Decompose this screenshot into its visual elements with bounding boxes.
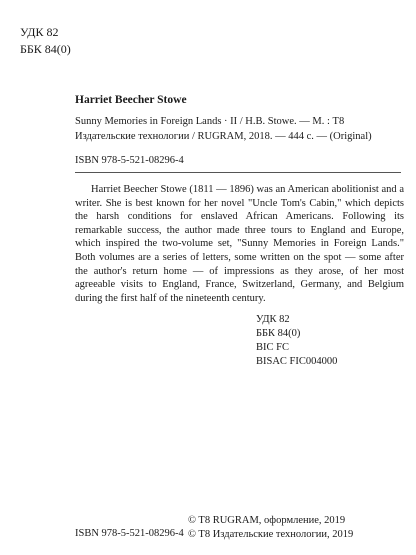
bisac-code: BISAC FIC004000 <box>256 356 338 367</box>
copyright-block <box>188 514 353 542</box>
bibliographic-record <box>75 114 405 144</box>
copyright-line-2: © T8 Издательские технологии, 2019 <box>188 529 354 540</box>
bic-code: BIC FC <box>256 342 289 353</box>
udk-code-right: УДК 82 <box>256 314 290 325</box>
bbk-code: ББК 84(0) <box>20 42 71 56</box>
classification-block <box>256 313 337 369</box>
udk-code: УДК 82 <box>20 25 59 39</box>
bibliographic-line-1: Sunny Memories in Foreign Lands · II / H.B. Stowe. — М. : T8 <box>75 116 345 127</box>
isbn: ISBN 978-5-521-08296-4 <box>75 155 184 166</box>
bibliographic-line-2: Издательские технологии / RUGRAM, 2018. — 444 с. — (Original) <box>75 131 372 142</box>
copyright-line-1: © T8 RUGRAM, оформление, 2019 <box>188 515 346 526</box>
divider <box>75 172 401 173</box>
isbn-bottom: ISBN 978-5-521-08296-4 <box>75 528 184 539</box>
top-classification-codes <box>20 24 71 58</box>
bbk-code-right: ББК 84(0) <box>256 328 301 339</box>
book-description: Harriet Beecher Stowe (1811 — 1896) was an American abolitionist and a writer. She is best known for her novel "Uncle Tom's Cabin," which depicts the harsh conditions for enslaved African Americans. Following its remarkable success, the author made three tours to England and Europe, which inspired the two-volume set, "Sunny Memories in Foreign Lands." Both volumes are a series of letters, some written on the spot — some after the author's return home — of impressions as they arose, of her most agreeable visits to England, France, Switzerland, Germany, and Belgium during the first half of the nineteenth century. <box>75 184 404 304</box>
author-name: Harriet Beecher Stowe <box>75 94 187 106</box>
